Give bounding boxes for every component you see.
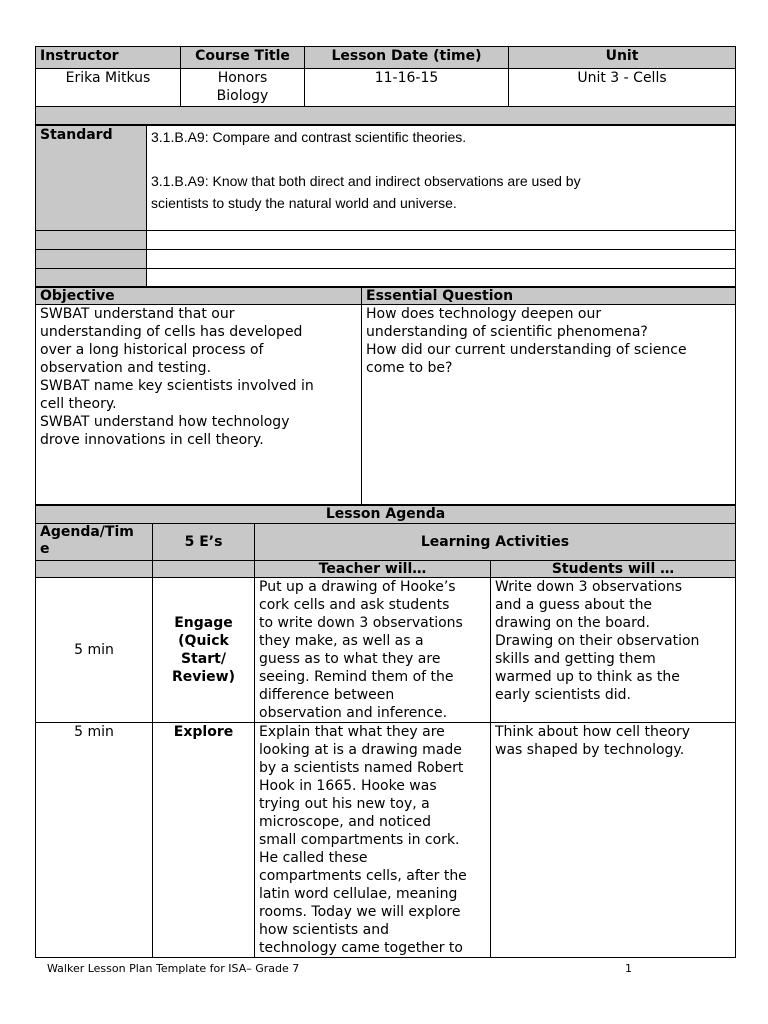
objective-table	[35, 287, 736, 505]
blank-cell-3	[147, 269, 736, 287]
agenda-row-phase: Explore	[153, 723, 255, 958]
essential-question-label: Essential Question	[362, 288, 736, 305]
unit-value: Unit 3 - Cells	[509, 69, 736, 107]
agenda-subheader-blank-2	[153, 561, 255, 578]
blank-cell-1	[147, 231, 736, 250]
students-will-header: Students will …	[491, 561, 736, 578]
agenda-row-time: 5 min	[36, 578, 153, 723]
agenda-row-teacher: Put up a drawing of Hooke’s cork cells and ask students to write down 3 observations they make, as well as a guess as to what they are seeing. Remind them of the difference between observation and inference.	[255, 578, 491, 723]
agenda-row-time: 5 min	[36, 723, 153, 958]
objective-label: Objective	[36, 288, 362, 305]
standard-table	[35, 125, 736, 287]
agenda-time-header: Agenda/Tim e	[36, 524, 153, 561]
header-divider-row	[36, 107, 736, 125]
footer-page-number: 1	[625, 962, 632, 975]
lesson-date-label: Lesson Date (time)	[305, 47, 509, 69]
agenda-row-phase: Engage (Quick Start/ Review)	[153, 578, 255, 723]
objective-text: SWBAT understand that our understanding of cells has developed over a long historical process of observation and testing. SWBAT name key scientists involved in cell theory. SWBAT understand how technology drove innovations in cell theory.	[36, 305, 362, 505]
instructor-value: Erika Mitkus	[36, 69, 181, 107]
lesson-date-value: 11-16-15	[305, 69, 509, 107]
agenda-row-teacher: Explain that what they are looking at is a drawing made by a scientists named Robert Hook in 1665. Hooke was trying out his new toy, a microscope, and noticed small compartments in cork. He called these compartments cells, after the latin word cellulae, meaning rooms. Today we will explore how scientists and technology came together to	[255, 723, 491, 958]
teacher-will-header: Teacher will…	[255, 561, 491, 578]
unit-label: Unit	[509, 47, 736, 69]
agenda-row-students: Think about how cell theory was shaped by technology.	[491, 723, 736, 958]
five-es-header: 5 E’s	[153, 524, 255, 561]
essential-question-text: How does technology deepen our understanding of scientific phenomena? How did our current understanding of science come to be?	[362, 305, 736, 505]
blank-label-2	[36, 250, 147, 269]
instructor-label: Instructor	[36, 47, 181, 69]
blank-label-1	[36, 231, 147, 250]
header-table	[35, 46, 736, 125]
learning-activities-header: Learning Activities	[255, 524, 736, 561]
agenda-row-students: Write down 3 observations and a guess about the drawing on the board. Drawing on their observation skills and getting them warmed up to think as the early scientists did.	[491, 578, 736, 723]
course-title-value: Honors Biology	[181, 69, 305, 107]
blank-cell-2	[147, 250, 736, 269]
footer-template-name: Walker Lesson Plan Template for ISA– Grade 7	[47, 962, 300, 975]
course-title-label: Course Title	[181, 47, 305, 69]
agenda-table	[35, 505, 736, 958]
standard-label: Standard	[36, 126, 147, 231]
agenda-subheader-blank-1	[36, 561, 153, 578]
standard-text: 3.1.B.A9: Compare and contrast scientific theories. 3.1.B.A9: Know that both direct and indirect observations are used by scientists to study the natural world and universe.	[147, 126, 736, 231]
blank-label-3	[36, 269, 147, 287]
lesson-agenda-title: Lesson Agenda	[36, 506, 736, 524]
